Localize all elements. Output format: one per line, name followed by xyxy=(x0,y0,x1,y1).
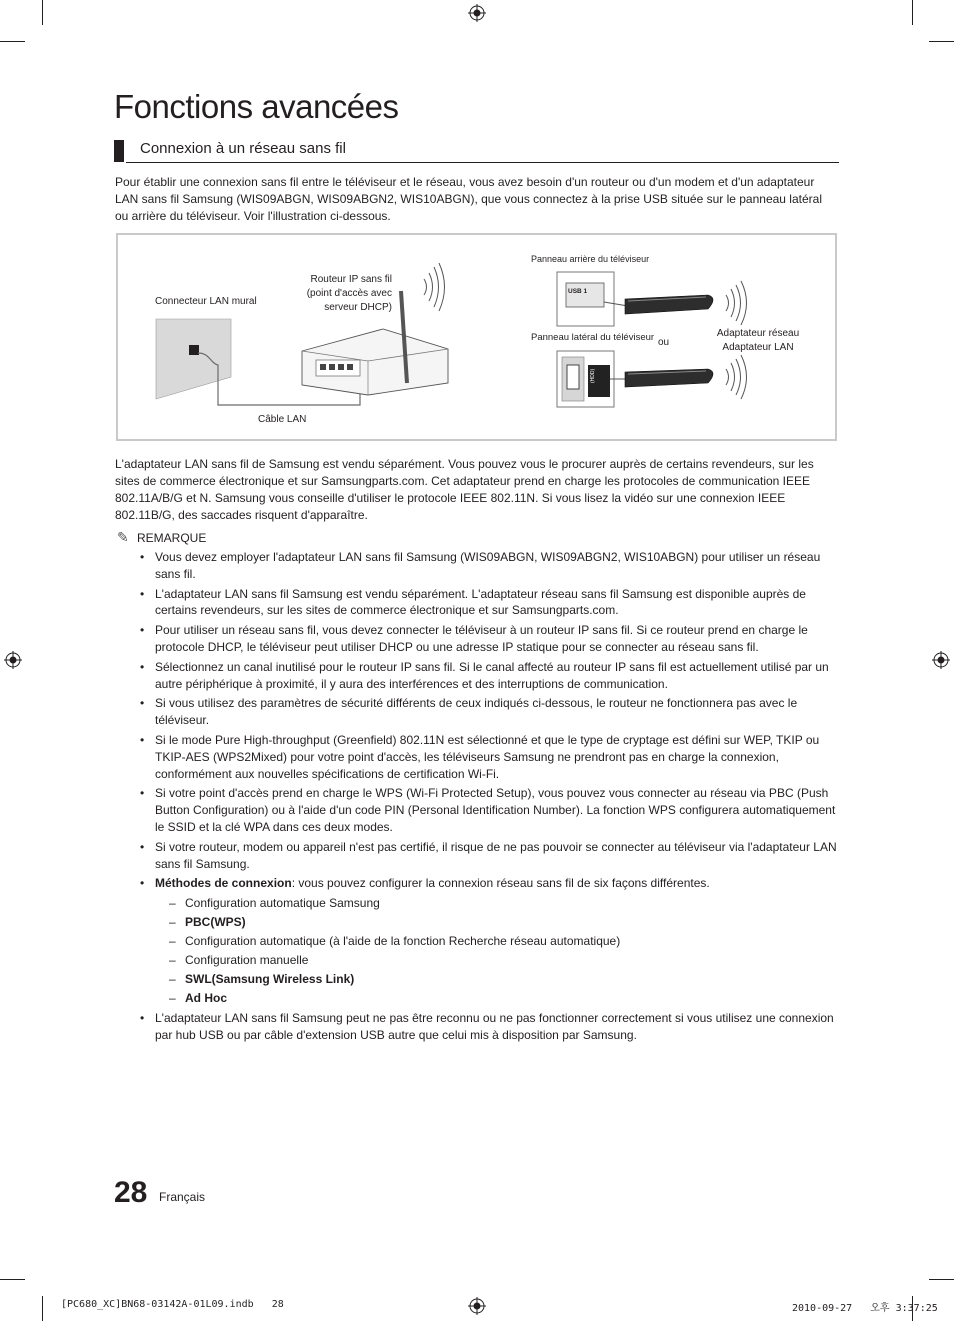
list-item: • L'adaptateur LAN sans fil Samsung peut ne pas être reconnu ou ne pas fonctionner correctement si vous utilisez une connexion par hub USB ou par câble d'extension USB autre que celui mis à disposition par Samsung. xyxy=(140,1011,834,1043)
page-number: 28 xyxy=(114,1176,148,1209)
adapter-paragraph: L'adaptateur LAN sans fil de Samsung est vendu séparément. Vous pouvez vous le procurer auprès de certains revendeurs, sur les sites de commerce électronique et sur Samsungparts.com. Cet adaptateur prend en charge les protocoles de communication IEEE 802.11A/B/G et N. Samsung vous conseille d'utiliser le protocole IEEE 802.11N. Si vous lisez la vidéo sur une connexion IEEE 802.11B/G, des saccades risquent d'apparaître. xyxy=(115,457,814,522)
side-port-label: (HDD) xyxy=(590,368,596,383)
list-item: • Si votre routeur, modem ou appareil n'est pas certifié, il risque de ne pas pouvoir se connecter au téléviseur via l'adaptateur LAN sans fil Samsung. xyxy=(140,839,837,871)
section-divider xyxy=(126,162,839,163)
crop-mark xyxy=(42,1296,43,1321)
router-label xyxy=(288,273,392,315)
adapter-label-line: Adaptateur réseau xyxy=(716,328,800,339)
list-item-text: Si votre point d'accès prend en charge le WPS (Wi-Fi Protected Setup), vous pouvez vous connecter au réseau via PBC (Push Button Configuration) ou à l'aide d'un code PIN (Personal Identification Number). La fonction WPS configurera automatiquement le SSID et la clé WPA dans ces deux modes. xyxy=(155,786,836,834)
sub-list-item-text: PBC(WPS) xyxy=(185,914,246,929)
crop-mark xyxy=(0,41,25,42)
list-item-text: L'adaptateur LAN sans fil Samsung peut ne pas être reconnu ou ne pas fonctionner correctement si vous utilisez une connexion par hub USB ou par câble d'extension USB autre que celui mis à disposition par Samsung. xyxy=(155,1011,834,1043)
usb-port-label: USB 1 xyxy=(568,288,588,295)
sub-list-item-text: SWL(Samsung Wireless Link) xyxy=(185,972,355,987)
or-label: ou xyxy=(658,337,670,348)
crop-mark xyxy=(912,0,913,25)
registration-mark-icon xyxy=(4,651,22,669)
sub-list-item-text: Configuration manuelle xyxy=(185,953,309,968)
list-item-text: Si le mode Pure High-throughput (Greenfield) 802.11N est sélectionné et que le type de cryptage est défini sur WEP, TKIP ou TKIP-AES (WPS2Mixed) pour votre point d'accès, les téléviseurs Samsung ne prendront pas en charge la connexion, conformément aux nouvelles spécifications de certification Wi-Fi. xyxy=(155,732,820,781)
list-item: • Vous devez employer l'adaptateur LAN sans fil Samsung (WIS09ABGN, WIS09ABGN2, WIS10ABGN) pour utiliser un réseau sans fil. xyxy=(140,550,821,581)
sub-list-item-text: Configuration automatique (à l'aide de la fonction Recherche réseau automatique) xyxy=(185,933,621,948)
crop-mark xyxy=(0,1279,25,1280)
methods-text: : vous pouvez configurer la connexion réseau sans fil de six façons différentes. xyxy=(291,876,710,891)
cable-label: Câble LAN xyxy=(258,414,307,425)
router-label-line: (point d'accès avec xyxy=(306,288,392,299)
sub-list-item: – Configuration automatique Samsung xyxy=(169,895,380,910)
wall-lan-label: Connecteur LAN mural xyxy=(155,296,257,307)
list-item: • Méthodes de connexion: vous pouvez configurer la connexion réseau sans fil de six façons différentes. – Configuration automatique Samsung – PBC(WPS) – Configuration automatique (à l'aide de la fonction Recherche réseau automatique) – Configuration manuelle – SWL(Samsung Wireless Link) – Ad Hoc xyxy=(140,875,840,1007)
section-marker xyxy=(114,140,124,162)
registration-mark-icon xyxy=(932,651,950,669)
sub-list-item: – Configuration automatique (à l'aide de la fonction Recherche réseau automatique) xyxy=(169,933,621,948)
registration-mark-icon xyxy=(468,1297,486,1315)
print-date-info: 2010-09-27 오후 3:37:25 xyxy=(792,1303,938,1314)
note-list xyxy=(140,549,840,1047)
sub-list-item: – Ad Hoc xyxy=(169,991,227,1006)
side-panel-label: Panneau latéral du téléviseur xyxy=(531,332,655,343)
pencil-icon: ✎ xyxy=(117,529,129,545)
rear-panel-label: Panneau arrière du téléviseur xyxy=(531,254,650,264)
list-item-text: Pour utiliser un réseau sans fil, vous devez connecter le téléviseur à un routeur IP sans fil. Si ce routeur prend en charge le protocole DHCP, le téléviseur peut utiliser DHCP ou une adresse IP statique pour se connecter au réseau sans fil. xyxy=(155,623,808,654)
crop-mark xyxy=(929,41,954,42)
list-item: • Si votre point d'accès prend en charge le WPS (Wi-Fi Protected Setup), vous pouvez vous connecter au réseau via PBC (Push Button Configuration) ou à l'aide d'un code PIN (Personal Identification Number). La fonction WPS configurera automatiquement le SSID et la clé WPA dans ces deux modes. xyxy=(140,786,836,834)
sub-list-item: – SWL(Samsung Wireless Link) xyxy=(169,972,355,987)
intro-paragraph: Pour établir une connexion sans fil entre le téléviseur et le réseau, vous avez besoin d'un routeur ou d'un modem et d'un adaptateur LAN sans fil Samsung (WIS09ABGN, WIS09ABGN2, WIS10ABGN), que vous connectez à la prise USB située sur le panneau latéral ou arrière du téléviseur. Voir l'illustration ci-dessous. xyxy=(115,175,822,223)
list-item: • Si le mode Pure High-throughput (Greenfield) 802.11N est sélectionné et que le type de cryptage est défini sur WEP, TKIP ou TKIP-AES (WPS2Mixed) pour votre point d'accès, les téléviseurs Samsung ne prendront pas en charge la connexion, conformément aux nouvelles spécifications de certification Wi-Fi. xyxy=(140,732,820,781)
note-heading xyxy=(117,529,206,546)
adapter-label-line: Adaptateur LAN xyxy=(722,342,794,353)
list-item: • Si vous utilisez des paramètres de sécurité différents de ceux indiqués ci-dessous, le routeur ne fonctionnera pas avec le téléviseur. xyxy=(140,696,798,728)
connection-diagram xyxy=(116,233,837,441)
crop-mark xyxy=(42,0,43,25)
sub-list-item-text: Configuration automatique Samsung xyxy=(185,895,380,910)
methods-label: Méthodes de connexion xyxy=(155,876,292,891)
router-label-line: Routeur IP sans fil xyxy=(310,274,392,285)
note-label: REMARQUE xyxy=(137,531,207,545)
sub-list-item: – Configuration manuelle xyxy=(169,953,309,968)
sub-list-item-text: Ad Hoc xyxy=(185,991,227,1006)
list-item-text: L'adaptateur LAN sans fil Samsung est vendu séparément. L'adaptateur réseau sans fil Samsung est disponible auprès de certains revendeurs, sur les sites de commerce électronique et sur Samsungparts.com. xyxy=(155,586,806,618)
list-item-text: Vous devez employer l'adaptateur LAN sans fil Samsung (WIS09ABGN, WIS09ABGN2, WIS10ABGN) pour utiliser un réseau sans fil. xyxy=(155,550,821,581)
list-item: • Pour utiliser un réseau sans fil, vous devez connecter le téléviseur à un routeur IP sans fil. Si ce routeur prend en charge le protocole DHCP, le téléviseur peut utiliser DHCP ou une adresse IP statique pour se connecter au réseau sans fil. xyxy=(140,623,808,654)
list-item-text: Sélectionnez un canal inutilisé pour le routeur IP sans fil. Si le canal affecté au routeur IP sans fil est actuellement utilisé par un autre périphérique à proximité, il y aura des interférences et des interruptions de communication. xyxy=(155,659,829,691)
print-file-info: [PC680_XC]BN68-03142A-01L09.indb 28 xyxy=(61,1299,284,1310)
registration-mark-icon xyxy=(468,4,486,22)
list-item: • L'adaptateur LAN sans fil Samsung est vendu séparément. L'adaptateur réseau sans fil Samsung est disponible auprès de certains revendeurs, sur les sites de commerce électronique et sur Samsungparts.com. xyxy=(140,586,806,618)
list-item: • Sélectionnez un canal inutilisé pour le routeur IP sans fil. Si le canal affecté au routeur IP sans fil est actuellement utilisé par un autre périphérique à proximité, il y aura des interférences et des interruptions de communication. xyxy=(140,659,829,691)
section-title: Connexion à un réseau sans fil xyxy=(140,140,346,157)
list-item-text: Si votre routeur, modem ou appareil n'est pas certifié, il risque de ne pas pouvoir se connecter au téléviseur via l'adaptateur LAN sans fil Samsung. xyxy=(155,839,837,871)
router-label-line: serveur DHCP) xyxy=(324,302,392,313)
crop-mark xyxy=(929,1279,954,1280)
sub-list-item: – PBC(WPS) xyxy=(169,914,246,929)
adapter-label xyxy=(710,327,806,355)
list-item-text: Si vous utilisez des paramètres de sécurité différents de ceux indiqués ci-dessous, le routeur ne fonctionnera pas avec le téléviseur. xyxy=(155,696,798,728)
page-title: Fonctions avancées xyxy=(114,88,399,125)
page-language: Français xyxy=(159,1190,206,1204)
